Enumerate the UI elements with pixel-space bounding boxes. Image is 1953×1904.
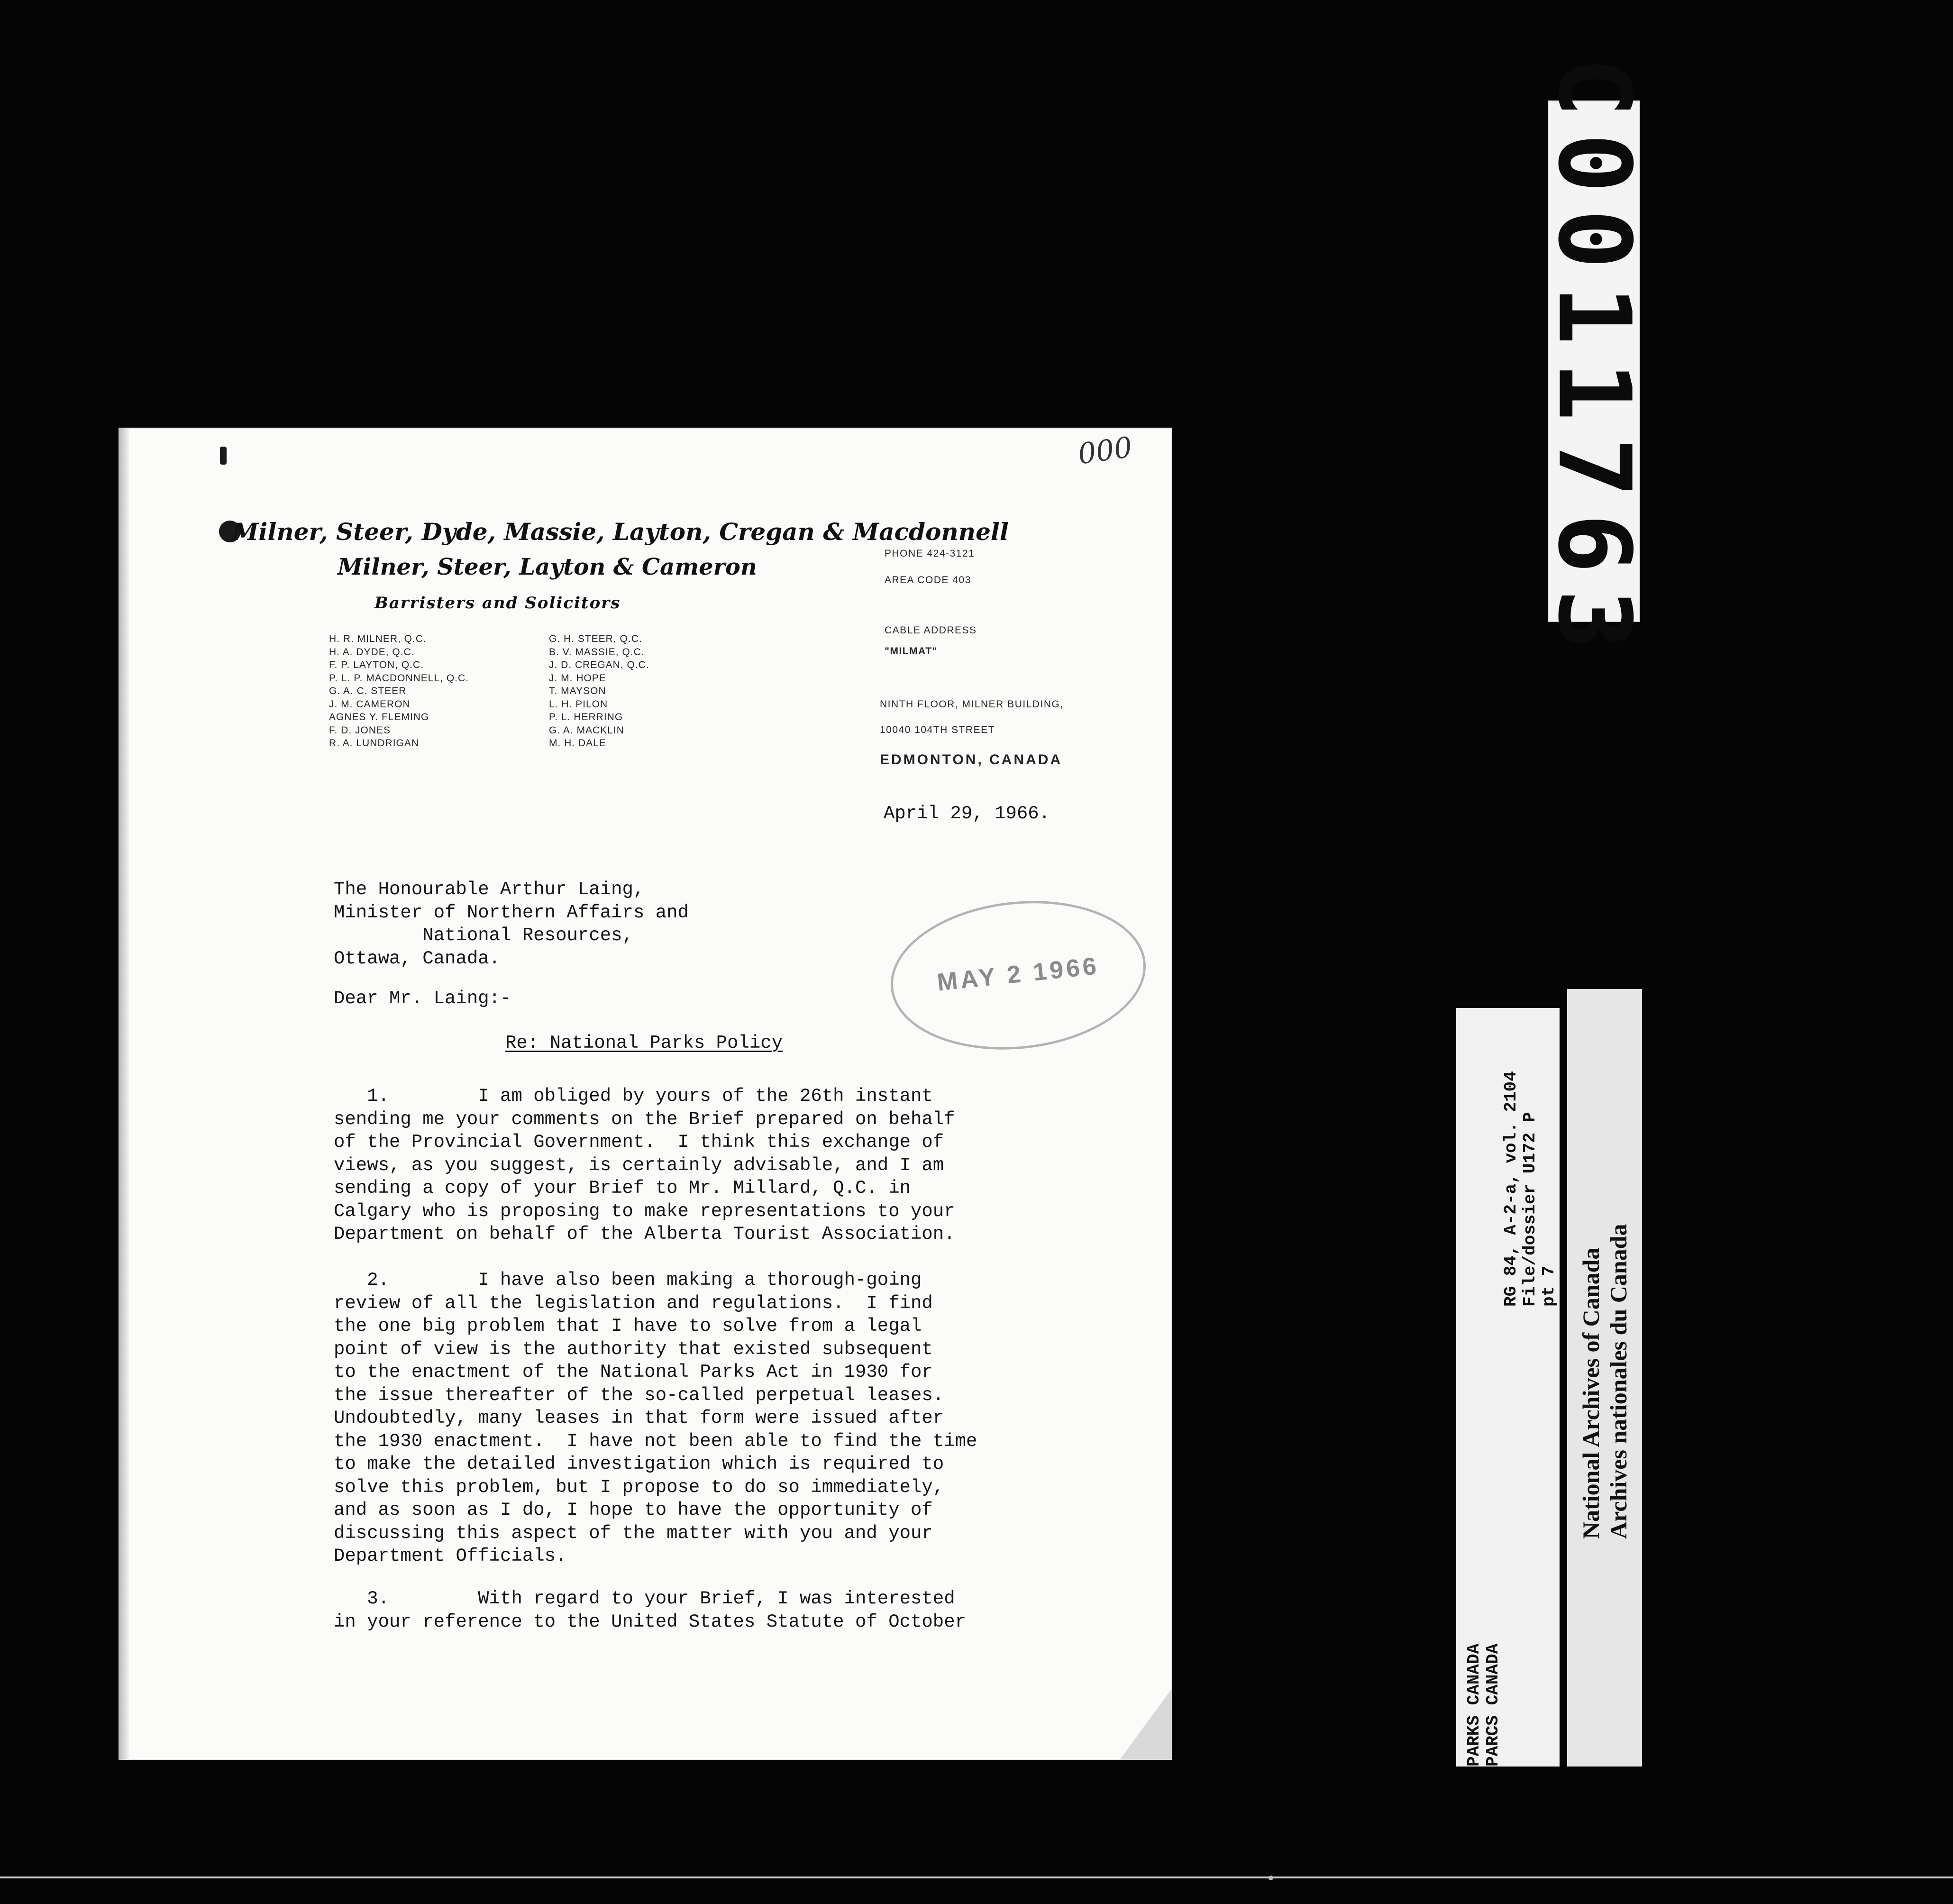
- address-city: EDMONTON, CANADA: [880, 752, 1063, 768]
- partner-name: G. A. MACKLIN: [549, 724, 624, 736]
- partner-name: AGNES Y. FLEMING: [329, 712, 429, 723]
- archive-reference-card: [1456, 1008, 1560, 1767]
- partner-name: P. L. HERRING: [549, 712, 623, 723]
- archives-nationales-label: Archives nationales du Canada: [1605, 1224, 1632, 1539]
- page-edge-shadow: [119, 428, 129, 1760]
- frame-bottom-line: [0, 1877, 1953, 1878]
- partners-list-right: [549, 632, 649, 750]
- partner-name: L. H. PILON: [549, 698, 608, 710]
- phone-number: PHONE 424-3121: [885, 548, 975, 559]
- partner-name: J. M. CAMERON: [329, 698, 411, 710]
- partners-list-left: [329, 632, 469, 750]
- addressee-block: The Honourable Arthur Laing, Minister of Northern Affairs and National Resources, Ottawa, Canada.: [334, 879, 689, 969]
- parks-canada-label: PARKS CANADA: [1464, 1643, 1484, 1767]
- frame-number-strip: [1536, 57, 1652, 666]
- partner-name: M. H. DALE: [549, 738, 606, 749]
- partner-name: R. A. LUNDRIGAN: [329, 738, 420, 749]
- ink-blot: [220, 447, 227, 465]
- partner-name: B. V. MASSIE, Q.C.: [549, 646, 645, 658]
- subject-line: Re: National Parks Policy: [505, 1033, 783, 1053]
- file-dossier-line: File/dossier U172 P: [1520, 1112, 1540, 1307]
- letter-page: [119, 428, 1172, 1760]
- partner-name: H. A. DYDE, Q.C.: [329, 646, 415, 658]
- partner-name: H. R. MILNER, Q.C.: [329, 633, 427, 644]
- handwritten-file-mark: 000: [1076, 430, 1134, 471]
- partner-name: G. A. C. STEER: [329, 686, 407, 696]
- partner-name: J. D. CREGAN, Q.C.: [549, 659, 649, 670]
- rg-reference-line: RG 84, A-2-a, vol. 2104: [1501, 1071, 1521, 1307]
- letter-date: April 29, 1966.: [884, 803, 1050, 824]
- stamp-date: MAY 2 1966: [936, 952, 1101, 997]
- paragraph-2: 2. I have also been making a thorough-going review of all the legislation and regulations. I find the one big problem that I have to solve from a legal point of view is the authority that existed subsequent to the enactment of the National Parks Act in 1930 for the issue thereafter of the so-called perpetual leases. Undoubtedly, many leases in that form were issued after the 1930 enactment. I have not been able to find the time to make the detailed investigation which is required to solve this problem, but I propose to do so immediately, and as soon as I do, I hope to have the opportunity of discussing this aspect of the matter with you and your Department Officials.: [334, 1270, 977, 1566]
- firm-name-line-2: Milner, Steer, Layton & Cameron: [338, 554, 757, 580]
- national-archives-card: [1567, 989, 1642, 1767]
- cable-address-label: CABLE ADDRESS: [885, 625, 977, 636]
- paragraph-3: 3. With regard to your Brief, I was interested in your reference to the United States Statute of October: [334, 1588, 967, 1632]
- received-stamp: [883, 889, 1153, 1062]
- partner-name: J. M. HOPE: [549, 672, 606, 684]
- address-line-2: 10040 104TH STREET: [880, 724, 995, 735]
- partner-name: T. MAYSON: [549, 686, 606, 696]
- salutation: Dear Mr. Laing:-: [334, 988, 511, 1009]
- partner-name: F. P. LAYTON, Q.C.: [329, 659, 424, 670]
- part-line: pt 7: [1539, 1265, 1559, 1307]
- firm-name-line: Milner, Steer, Dyde, Massie, Layton, Cregan & Macdonnell: [232, 518, 1009, 546]
- partner-name: P. L. P. MACDONNELL, Q.C.: [329, 672, 469, 684]
- paragraph-1: 1. I am obliged by yours of the 26th instant sending me your comments on the Brief prepared on behalf of the Provincial Government. I think this exchange of views, as you suggest, is certainly advisable, and I am sending a copy of your Brief to Mr. Millard, Q.C. in Calgary who is proposing to make representations to your Department on behalf of the Alberta Tourist Association.: [334, 1086, 955, 1245]
- cable-address-value: "MILMAT": [885, 646, 938, 657]
- area-code: AREA CODE 403: [885, 575, 971, 586]
- page-corner-curl: [1120, 1689, 1172, 1760]
- firm-subtitle: Barristers and Solicitors: [374, 594, 621, 613]
- frame-number: C0011763: [1536, 57, 1652, 666]
- address-line-1: NINTH FLOOR, MILNER BUILDING,: [880, 699, 1064, 710]
- parcs-canada-label: PARCS CANADA: [1483, 1643, 1503, 1767]
- partner-name: F. D. JONES: [329, 724, 391, 736]
- film-speck: [1269, 1876, 1273, 1880]
- national-archives-label: National Archives of Canada: [1578, 1247, 1604, 1539]
- partner-name: G. H. STEER, Q.C.: [549, 633, 642, 644]
